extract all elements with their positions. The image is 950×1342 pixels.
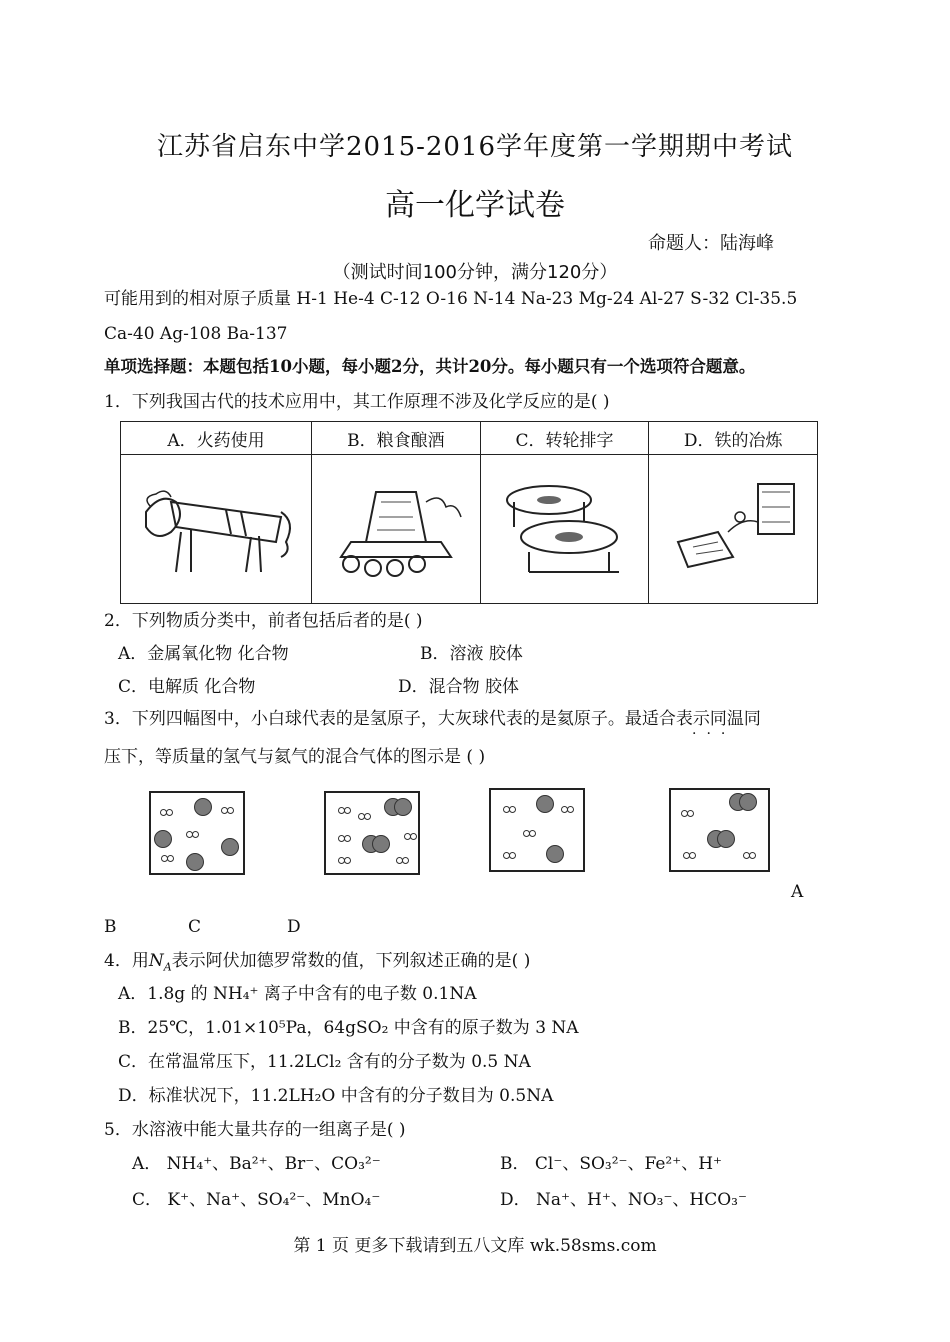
wine-brewing-illustration <box>312 455 481 604</box>
hydrogen-atom <box>166 809 173 816</box>
hydrogen-atom <box>192 831 199 838</box>
q4-option-c: C．在常温常压下，11.2LCl₂ 含有的分子数为 0.5 NA <box>118 1052 531 1072</box>
q4-option-b: B．25℃，1.01×10⁵Pa，64gSO₂ 中含有的原子数为 3 NA <box>118 1018 579 1038</box>
q2-option-b: B．溶液 胶体 <box>420 644 523 664</box>
atomic-masses-line2: Ca-40 Ag-108 Ba-137 <box>104 324 288 344</box>
q3-line2: 压下，等质量的氢气与氦气的混合气体的图示是 ( ) <box>104 747 486 767</box>
q3-label-b: B <box>104 917 117 937</box>
q1-option-d: D．铁的冶炼 <box>649 422 818 455</box>
hydrogen-atom <box>689 852 696 859</box>
q5-option-b: B． Cl⁻、SO₃²⁻、Fe²⁺、H⁺ <box>500 1154 723 1174</box>
q1-option-a: A．火药使用 <box>121 422 312 455</box>
hydrogen-atom <box>402 857 409 864</box>
helium-atom <box>394 798 412 816</box>
hydrogen-atom <box>344 835 351 842</box>
q2-option-d: D．混合物 胶体 <box>398 677 520 697</box>
helium-atom <box>372 835 390 853</box>
helium-atom <box>221 838 239 856</box>
movable-type-illustration <box>480 455 649 604</box>
hydrogen-atom <box>509 806 516 813</box>
q5-option-c: C． K⁺、Na⁺、SO₄²⁻、MnO₄⁻ <box>132 1190 381 1210</box>
q3-line1: 3．下列四幅图中，小白球代表的是氢原子，大灰球代表的是氦原子。最适合表示同温同 <box>104 709 761 729</box>
helium-atom <box>186 853 204 871</box>
hydrogen-atom <box>167 855 174 862</box>
hydrogen-atom <box>344 807 351 814</box>
hydrogen-atom <box>364 813 371 820</box>
q3-diagram-4 <box>669 788 770 872</box>
iron-smelting-illustration <box>649 455 818 604</box>
atomic-masses-line1: 可能用到的相对原子质量 H-1 He-4 C-12 O-16 N-14 Na-23 Mg-24 Al-27 S-32 Cl-35.5 <box>104 289 798 309</box>
q1-option-b: B．粮食酿酒 <box>312 422 481 455</box>
hydrogen-atom <box>529 830 536 837</box>
q3-diagram-3 <box>489 788 585 872</box>
hydrogen-atom <box>749 852 756 859</box>
emphasis-dots: ··· <box>692 726 736 742</box>
q5-option-a: A． NH₄⁺、Ba²⁺、Br⁻、CO₃²⁻ <box>132 1154 381 1174</box>
helium-atom <box>739 793 757 811</box>
q2-option-c: C．电解质 化合物 <box>118 677 256 697</box>
hydrogen-atom <box>227 807 234 814</box>
q3-label-d: D <box>287 917 301 937</box>
q2-stem: 2．下列物质分类中，前者包括后者的是( ) <box>104 611 423 631</box>
q3-diagram-2 <box>324 791 420 875</box>
helium-atom <box>546 845 564 863</box>
q4-option-d: D．标准状况下，11.2LH₂O 中含有的分子数目为 0.5NA <box>118 1086 554 1106</box>
gunpowder-illustration <box>121 455 312 604</box>
q4-option-a: A．1.8g 的 NH₄⁺ 离子中含有的电子数 0.1NA <box>118 984 477 1004</box>
hydrogen-atom <box>687 810 694 817</box>
q2-option-a: A．金属氧化物 化合物 <box>118 644 289 664</box>
time-info: （测试时间100分钟，满分120分） <box>332 262 618 283</box>
q1-option-table <box>120 421 818 604</box>
hydrogen-atom <box>509 852 516 859</box>
helium-atom <box>536 795 554 813</box>
q3-label-c: C <box>188 917 202 937</box>
page-footer: 第 1 页 更多下载请到五八文库 wk.58sms.com <box>293 1236 657 1256</box>
q1-option-c: C．转轮排字 <box>480 422 649 455</box>
section-heading: 单项选择题：本题包括10小题，每小题2分，共计20分。每小题只有一个选项符合题意。 <box>104 357 756 376</box>
q3-diagram-1 <box>149 791 245 875</box>
author: 命题人：陆海峰 <box>648 233 774 254</box>
exam-subtitle: 高一化学试卷 <box>385 188 565 223</box>
q5-stem: 5．水溶液中能大量共存的一组离子是( ) <box>104 1120 406 1140</box>
hydrogen-atom <box>344 857 351 864</box>
q3-label-a: A <box>791 882 804 902</box>
exam-title: 江苏省启东中学2015-2016学年度第一学期期中考试 <box>156 132 794 162</box>
helium-atom <box>717 830 735 848</box>
q1-stem: 1．下列我国古代的技术应用中，其工作原理不涉及化学反应的是( ) <box>104 392 610 412</box>
helium-atom <box>194 798 212 816</box>
helium-atom <box>154 830 172 848</box>
q5-option-d: D． Na⁺、H⁺、NO₃⁻、HCO₃⁻ <box>500 1190 747 1210</box>
q4-stem: 4．用$N_A$表示阿伏加德罗常数的值，下列叙述正确的是( ) <box>104 951 531 974</box>
hydrogen-atom <box>410 833 417 840</box>
hydrogen-atom <box>567 806 574 813</box>
